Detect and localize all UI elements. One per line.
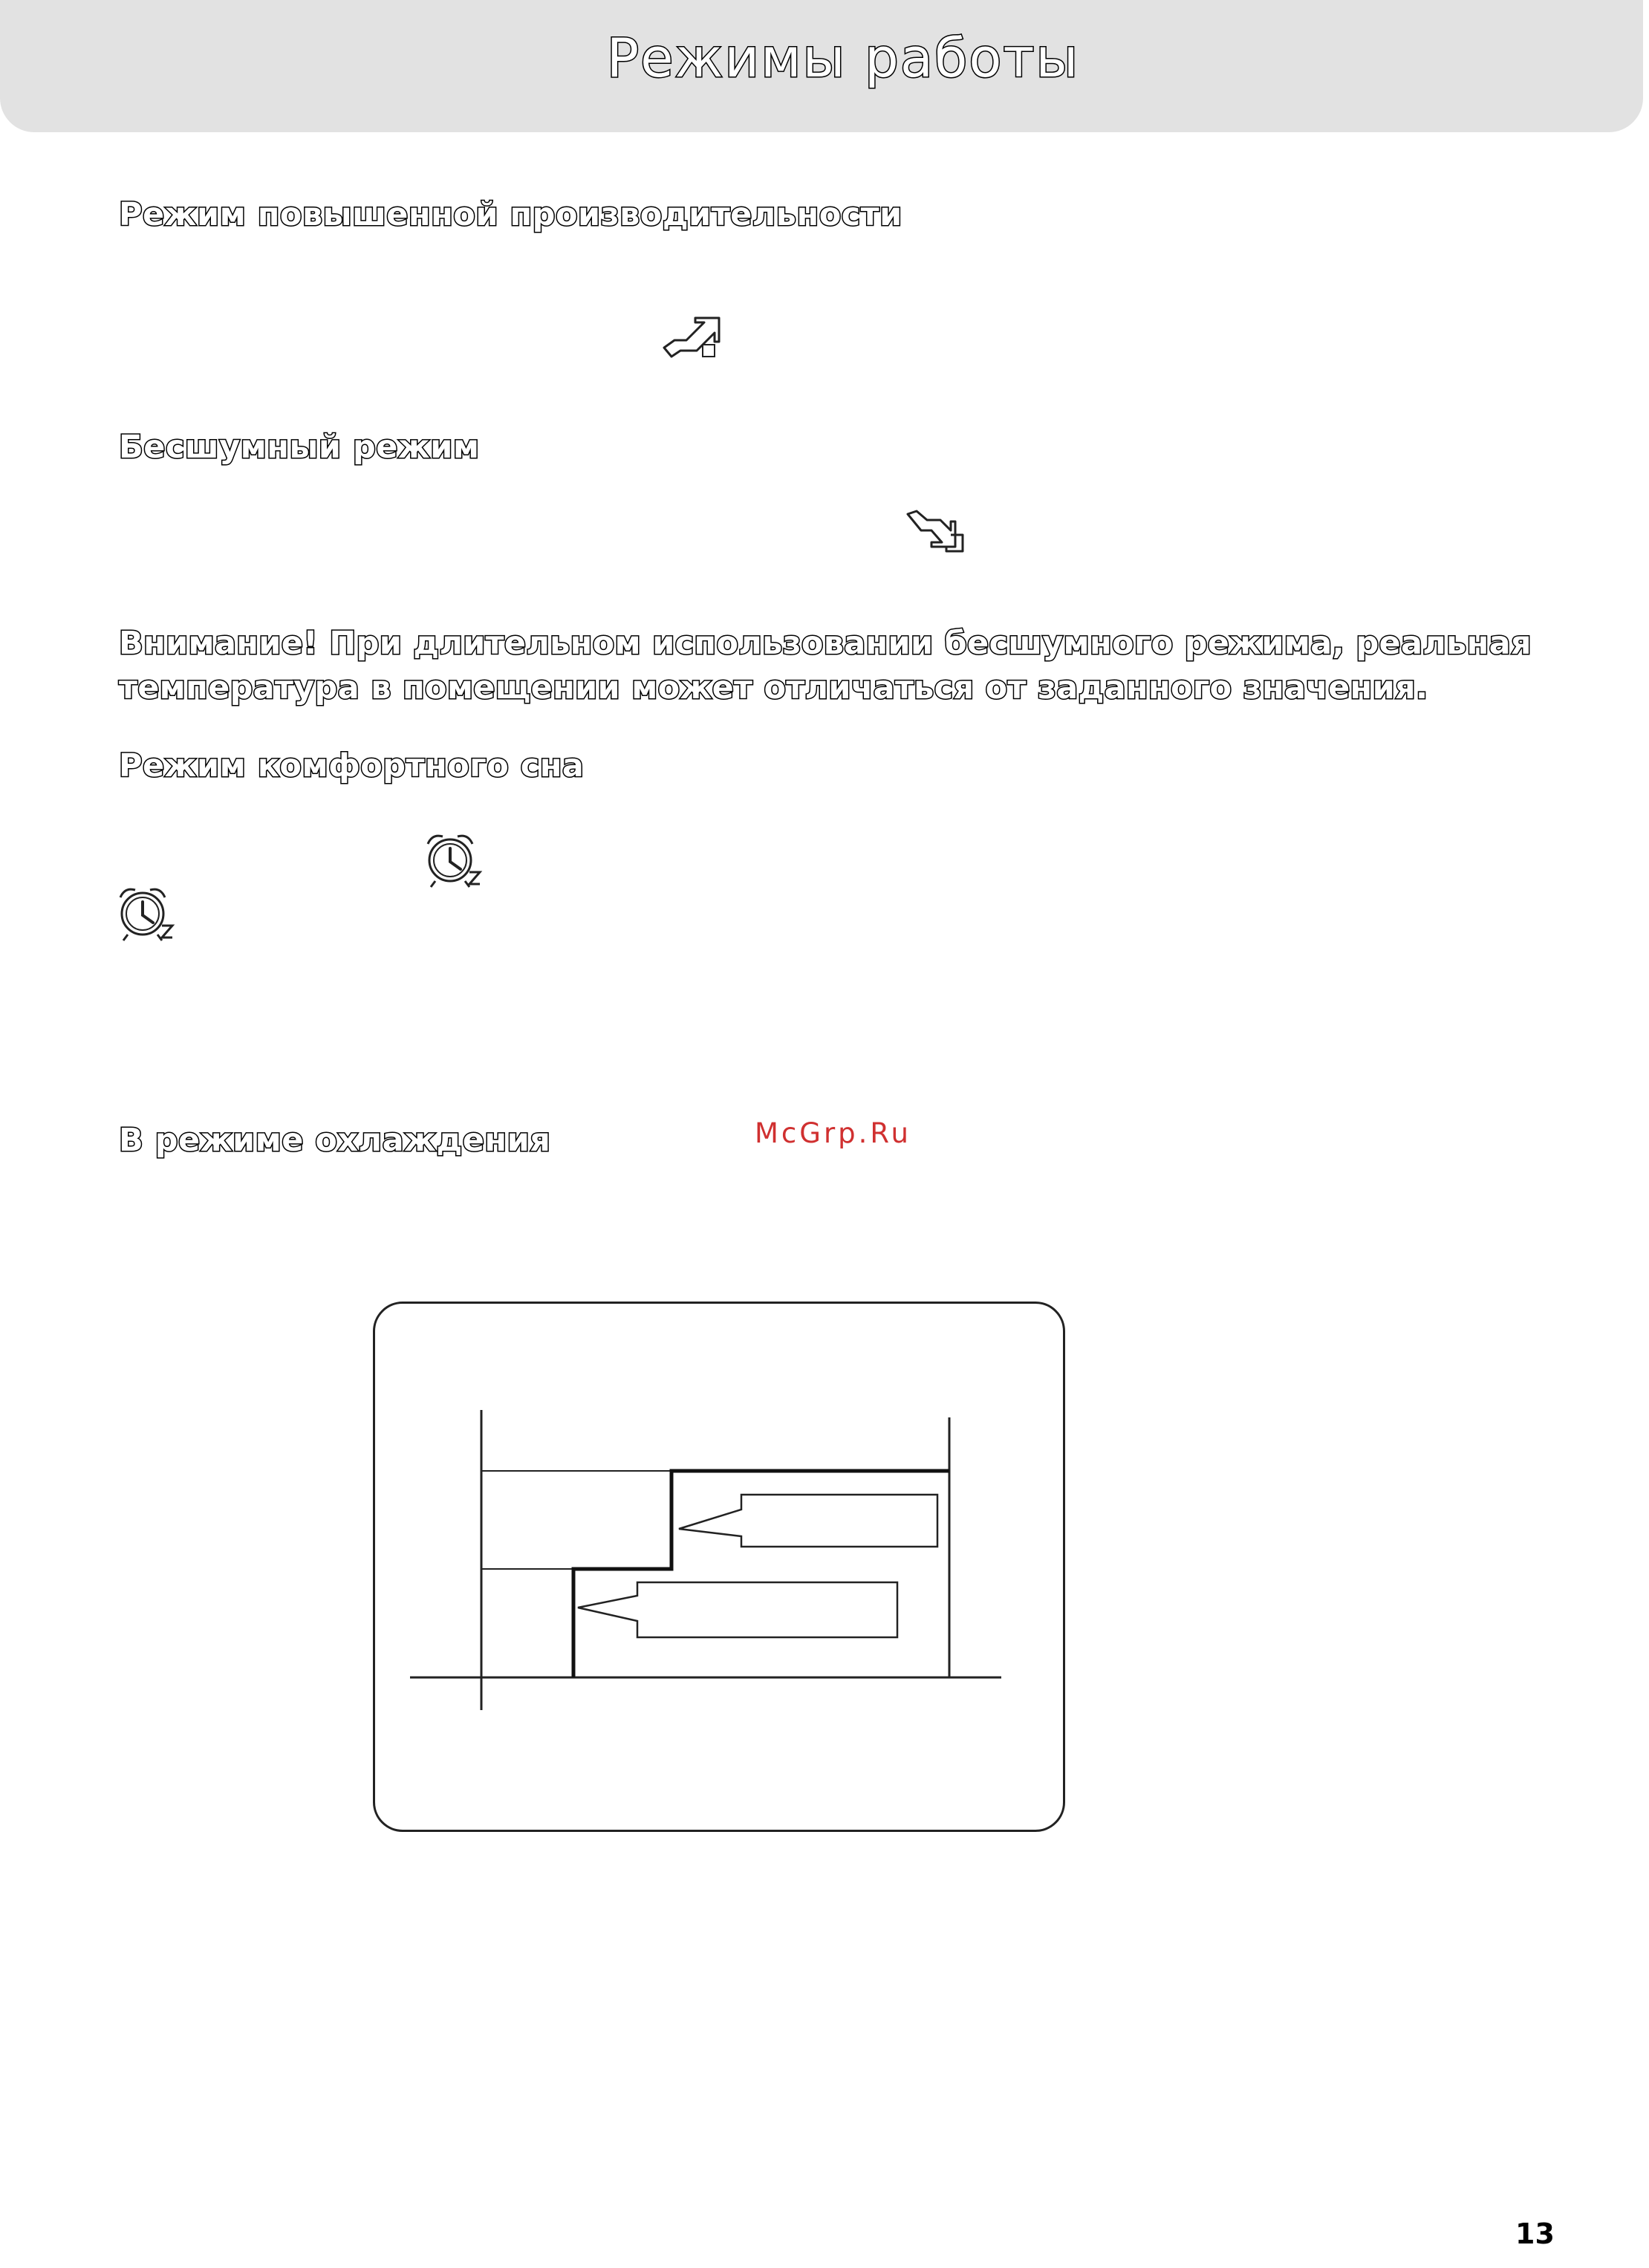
sleep-mode-heading: Режим комфортного сна: [119, 747, 585, 784]
sleep-alarm-clock-icon: [423, 831, 483, 888]
silent-mode-heading: Бесшумный режим: [119, 429, 480, 466]
warning-line-1: Внимание! При длительном использовании бесшумного режима, реальная: [119, 625, 1532, 662]
silent-mode-warning: [119, 621, 1532, 710]
cooling-mode-heading: В режиме охлаждения: [119, 1122, 551, 1159]
watermark: McGrp.Ru: [755, 1117, 911, 1149]
warning-line-2: температура в помещении может отличаться от заданного значения.: [119, 669, 1428, 706]
turbo-mode-heading: Режим повышенной производительности: [119, 196, 902, 233]
silent-arrow-down-right-icon: [905, 508, 969, 554]
sleep-curve-diagram: [373, 1302, 1065, 1832]
page-title: Режимы работы: [606, 27, 1080, 89]
diagram-callout-lower: [578, 1582, 897, 1637]
diagram-callout-upper: [679, 1495, 937, 1547]
page-number: 13: [1515, 2217, 1555, 2250]
turbo-arrow-up-right-icon: [661, 315, 723, 360]
sleep-alarm-clock-icon: [116, 884, 175, 942]
